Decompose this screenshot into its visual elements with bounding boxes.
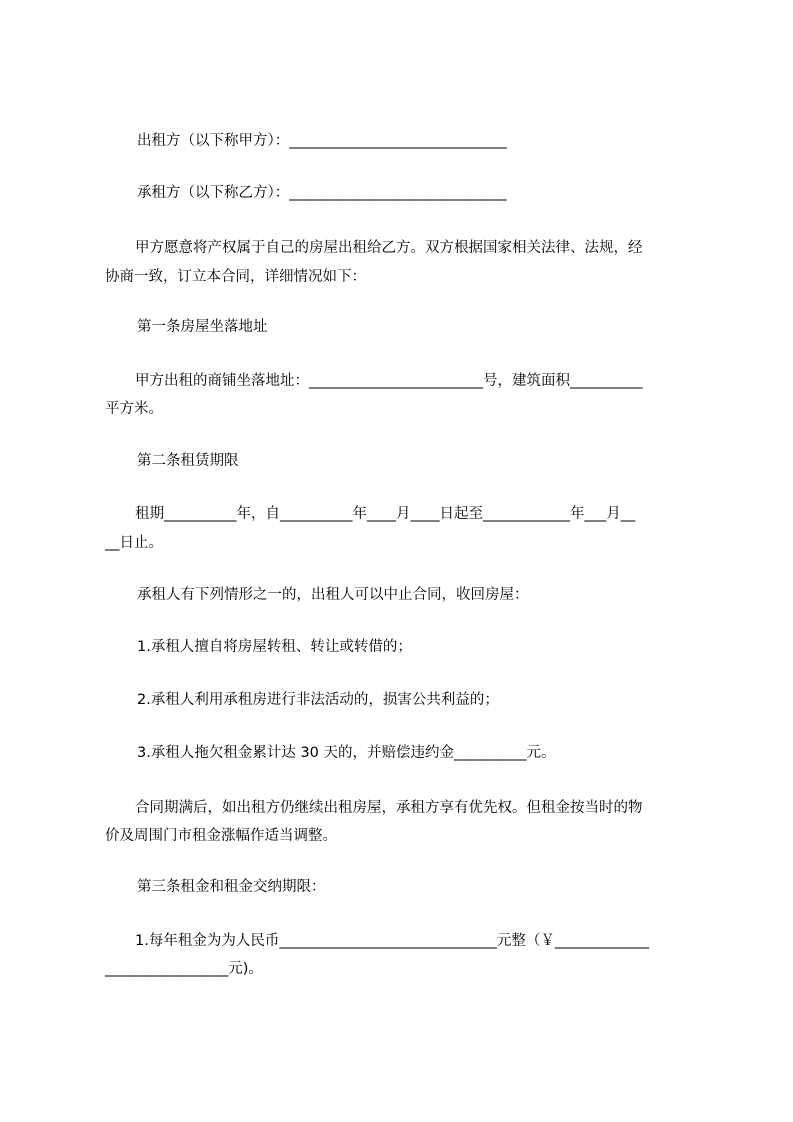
termination-item-2: 2.承租人利用承租房进行非法活动的，损害公共利益的； bbox=[137, 692, 499, 708]
article2-line-2: __日止。 bbox=[105, 535, 163, 551]
termination-intro: 承租人有下列情形之一的，出租人可以中止合同，收回房屋： bbox=[137, 587, 529, 603]
lessor-line: 出租方（以下称甲方）：______________________________ bbox=[137, 133, 507, 149]
termination-item-3: 3.承租人拖欠租金累计达 30 天的，并赔偿违约金__________元。 bbox=[137, 745, 556, 761]
termination-item-1: 1.承租人擅自将房屋转租、转让或转借的； bbox=[137, 639, 412, 655]
article2-line-1: 租期__________年，自__________年____月____日起至____________年___月__ bbox=[135, 506, 636, 522]
rent-line-2: _________________元)。 bbox=[105, 961, 263, 977]
renewal-line-1: 合同期满后，如出租方仍继续出租房屋，承租方享有优先权。但租金按当时的物 bbox=[135, 800, 643, 816]
intro-line-1: 甲方愿意将产权属于自己的房屋出租给乙方。双方根据国家相关法律、法规，经 bbox=[135, 240, 643, 256]
rent-line-1: 1.每年租金为为人民币______________________________元整（￥_____________ bbox=[135, 933, 650, 949]
article2-title: 第二条租赁期限 bbox=[137, 453, 239, 469]
article1-line-2: 平方米。 bbox=[105, 401, 163, 417]
intro-line-2: 协商一致，订立本合同，详细情况如下： bbox=[105, 269, 366, 285]
renewal-line-2: 价及周围门市租金涨幅作适当调整。 bbox=[105, 828, 337, 844]
article1-title: 第一条房屋坐落地址 bbox=[137, 319, 268, 335]
article3-title: 第三条租金和租金交纳期限： bbox=[137, 879, 326, 895]
lessee-line: 承租方（以下称乙方）：______________________________ bbox=[137, 185, 507, 201]
article1-line-1: 甲方出租的商铺坐落地址：________________________号，建筑面积__________ bbox=[135, 373, 643, 389]
